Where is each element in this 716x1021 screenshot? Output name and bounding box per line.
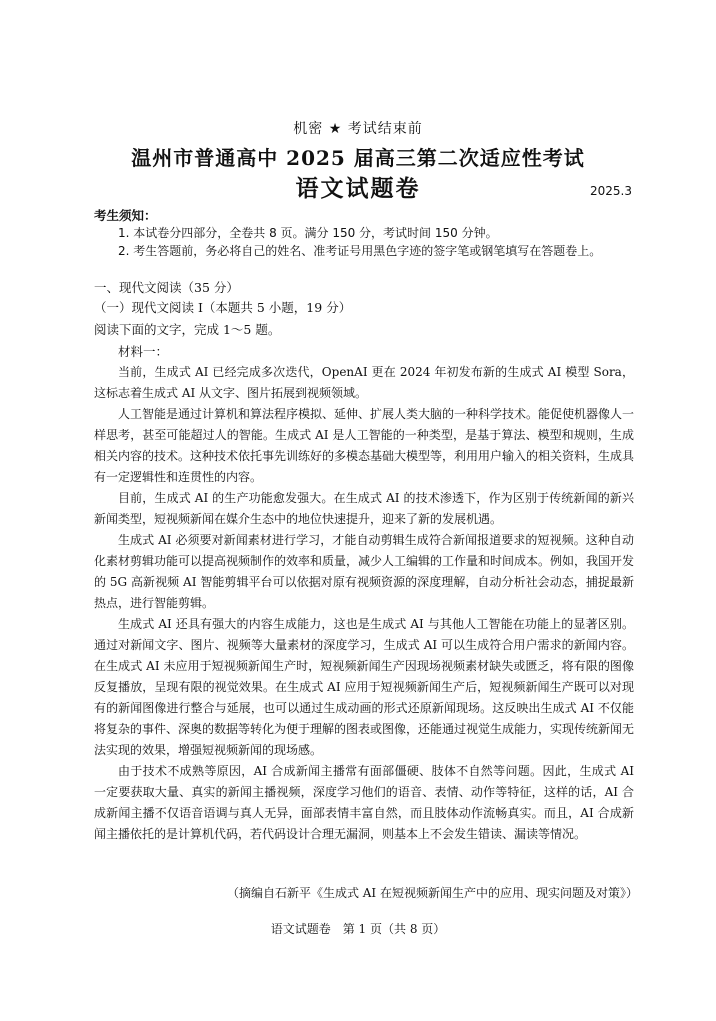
page-footer: 语文试题卷 第 1 页（共 8 页） <box>270 922 446 936</box>
paragraph: 当前，生成式 AI 已经完成多次迭代，OpenAI 更在 2024 年初发布新的生成式 AI 模型 Sora，这标志着生成式 AI 从文字、图片拓展到视频领域。 <box>94 365 634 400</box>
paragraph: 目前，生成式 AI 的生产功能愈发强大。在生成式 AI 的技术渗透下，作为区别于传统新闻的新兴新闻类型，短视频新闻在媒介生态中的地位快速提升，迎来了新的发展机遇。 <box>94 491 634 526</box>
exam-title: 温州市普通高中 2025 届高三第二次适应性考试 <box>131 146 585 170</box>
sub-section-title: （一）现代文阅读 I（本题共 5 小题，19 分） <box>94 300 352 315</box>
source-citation: （摘编自石新平《生成式 AI 在短视频新闻生产中的应用、现实问题及对策》） <box>226 886 638 900</box>
notice-list <box>118 224 638 260</box>
material-label: 材料一： <box>118 344 169 359</box>
exam-date: 2025.3 <box>590 184 632 198</box>
subject-title: 语文试题卷 <box>295 175 421 202</box>
reading-instruction: 阅读下面的文字，完成 1～5 题。 <box>94 322 281 337</box>
notice-heading: 考生须知： <box>94 208 157 223</box>
part-title: 一、现代文阅读（35 分） <box>94 280 239 295</box>
notice-item: 1. 本试卷分四部分，全卷共 8 页。满分 150 分，考试时间 150 分钟。 <box>118 226 498 240</box>
notice-item: 2. 考生答题前，务必将自己的姓名、准考证号用黑色字迹的签字笔或钢笔填写在答题卷上。 <box>118 244 602 258</box>
paragraph: 生成式 AI 必须要对新闻素材进行学习，才能自动剪辑生成符合新闻报道要求的短视频。这种自动化素材剪辑功能可以提高视频制作的效率和质量，减少人工编辑的工作量和时间成本。例如，我国开发的 5G 高新视频 AI 智能剪辑平台可以依据对原有视频资源的深度理解，自动分析社会动态，捕捉最新热点，进行智能剪辑。 <box>94 533 635 610</box>
paragraph: 由于技术不成熟等原因，AI 合成新闻主播常有面部僵硬、肢体不自然等问题。因此，生成式 AI 一定要获取大量、真实的新闻主播视频，深度学习他们的语音、表情、动作等特征，这样的话，AI 合成新闻主播不仅语音语调与真人无异，面部表情丰富自然，而且肢体动作流畅真实。而且，AI 合成新闻主播依托的是计算机代码，若代码设计合理无漏洞，则基本上不会发生错读、漏读等情况。 <box>94 764 634 841</box>
confidential-label: 机密 ★ 考试结束前 <box>293 121 423 137</box>
paragraph: 人工智能是通过计算机和算法程序模拟、延伸、扩展人类大脑的一种科学技术。能促使机器像人一样思考，甚至可能超过人的智能。生成式 AI 是人工智能的一种类型，是基于算法、模型和规则，生成相关内容的技术。这种技术依托事先训练好的多模态基础大模型等，利用用户输入的相关资料，生成具有一定逻辑性和连贯性的内容。 <box>94 407 635 484</box>
paragraph: 生成式 AI 还具有强大的内容生成能力，这也是生成式 AI 与其他人工智能在功能上的显著区别。通过对新闻文字、图片、视频等大量素材的深度学习，生成式 AI 可以生成符合用户需求的新闻内容。在生成式 AI 未应用于短视频新闻生产时，短视频新闻生产因现场视频素材缺失或匮乏，将有限的图像反复播放，呈现有限的视觉效果。在生成式 AI 应用于短视频新闻生产后，短视频新闻生产既可以对现有的新闻图像进行整合与延展，也可以通过生成动画的形式还原新闻现场。这反映出生成式 AI 不仅能将复杂的事件、深奥的数据等转化为便于理解的图表或图像，还能通过视觉生成能力，实现传统新闻无法实现的效果，增强短视频新闻的现场感。 <box>94 617 635 757</box>
article-body <box>94 362 634 845</box>
